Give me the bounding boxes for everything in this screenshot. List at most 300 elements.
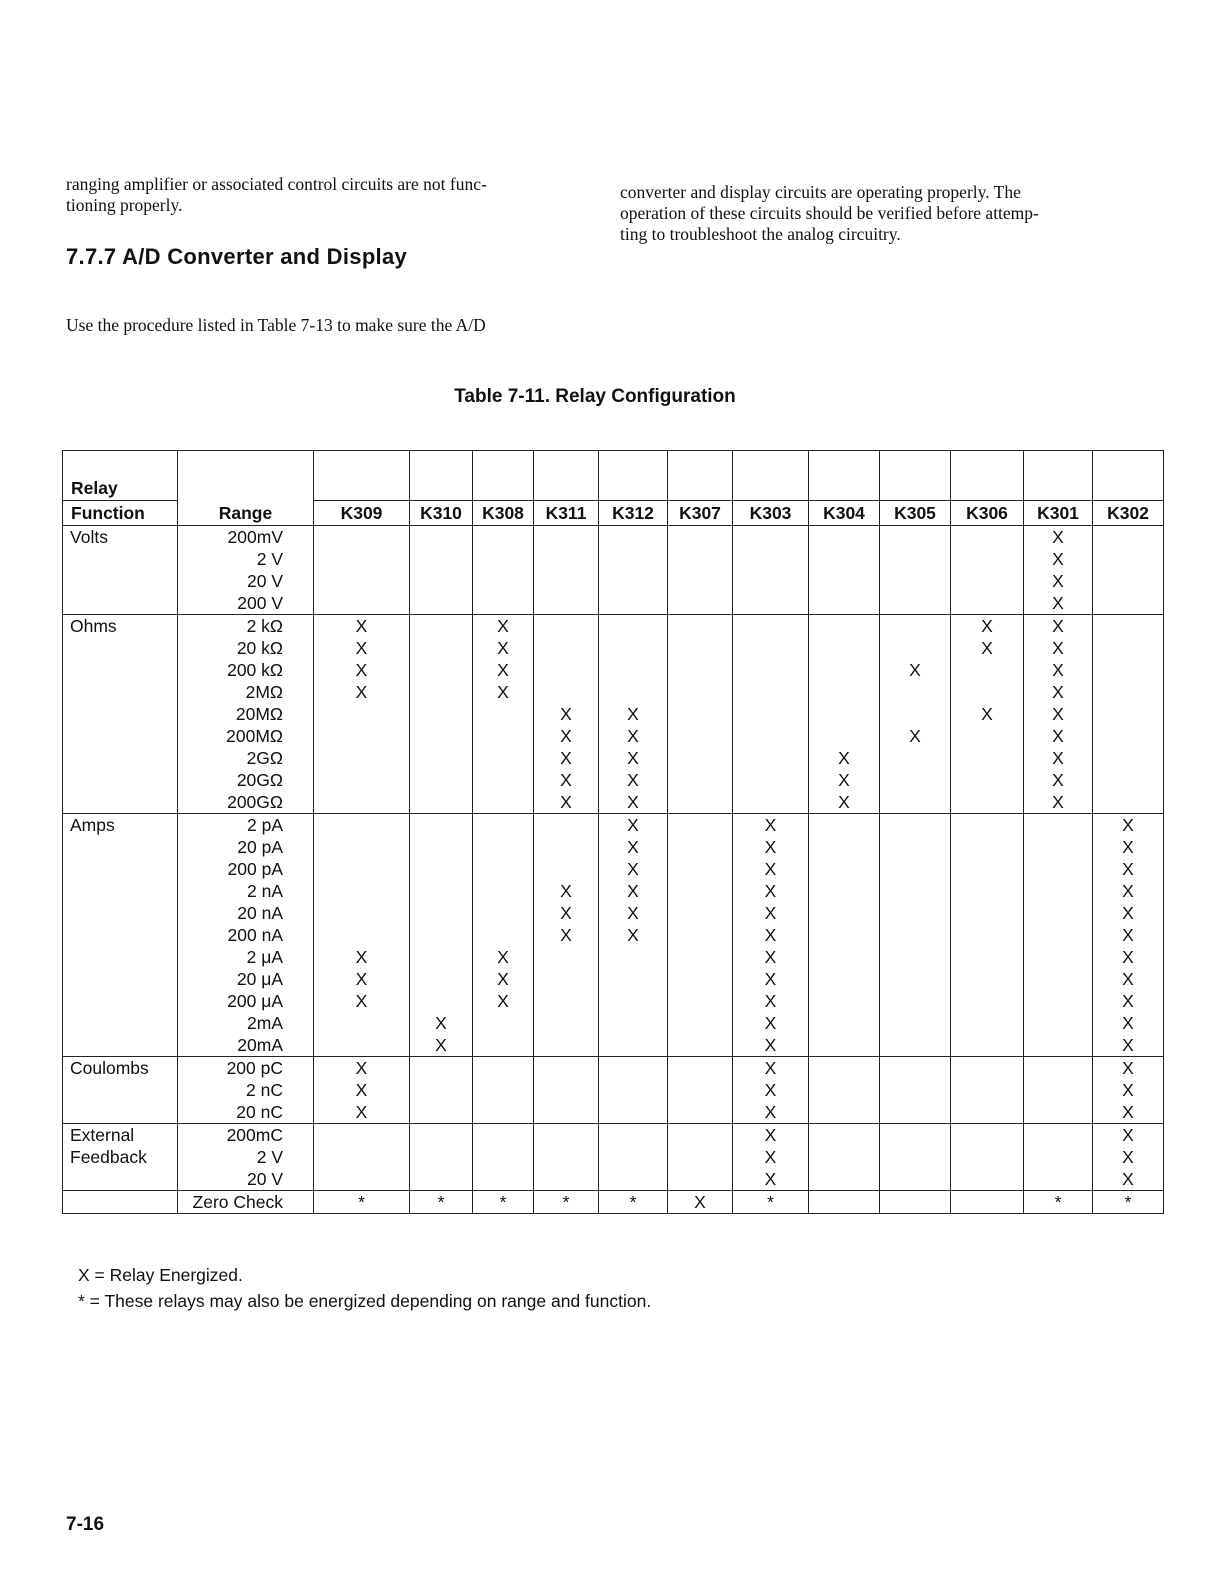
relay-mark: X xyxy=(1122,969,1134,989)
relay-mark: X xyxy=(909,726,921,746)
relay-mark xyxy=(733,637,808,659)
relay-mark xyxy=(1093,725,1163,747)
relay-mark: X xyxy=(764,925,777,945)
relay-mark: X xyxy=(1052,682,1064,702)
relay-mark xyxy=(809,703,879,725)
relay-mark xyxy=(733,615,808,637)
relay-mark-cell xyxy=(1093,1191,1164,1214)
function-name: Volts xyxy=(70,527,108,547)
relay-mark: X xyxy=(355,1080,368,1100)
relay-mark xyxy=(809,924,879,946)
relay-mark-cell xyxy=(1024,1057,1093,1124)
relay-mark xyxy=(314,1012,409,1034)
relay-mark: X xyxy=(694,1192,706,1212)
relay-mark xyxy=(668,946,732,968)
relay-mark: X xyxy=(560,770,572,790)
relay-mark xyxy=(1093,747,1163,769)
relay-mark: X xyxy=(1122,1102,1134,1122)
relay-mark-cell xyxy=(410,1191,473,1214)
range-value: 2MΩ xyxy=(245,682,283,702)
relay-mark: X xyxy=(1122,881,1134,901)
relay-mark-cell xyxy=(314,1191,410,1214)
header-relay-cell xyxy=(733,451,809,526)
relay-mark: X xyxy=(355,991,368,1011)
relay-mark xyxy=(668,858,732,880)
relay-mark-cell xyxy=(314,615,410,814)
relay-mark xyxy=(880,1034,950,1056)
relay-mark xyxy=(880,858,950,880)
range-value: 2 μA xyxy=(246,947,283,967)
relay-mark-cell xyxy=(599,1124,668,1191)
relay-mark: X xyxy=(497,616,509,636)
relay-mark: X xyxy=(355,660,368,680)
relay-mark xyxy=(410,791,472,813)
relay-mark xyxy=(314,747,409,769)
relay-mark-cell xyxy=(1093,526,1164,615)
relay-mark xyxy=(410,1146,472,1168)
relay-mark-cell xyxy=(733,615,809,814)
relay-mark xyxy=(809,1146,879,1168)
relay-mark-cell xyxy=(951,1191,1024,1214)
relay-mark: X xyxy=(627,770,639,790)
relay-mark: X xyxy=(1122,925,1134,945)
relay-mark xyxy=(1093,548,1163,570)
header-range-label: Range xyxy=(218,503,273,523)
range-value: 2 V xyxy=(256,1147,283,1167)
relay-mark xyxy=(473,1012,533,1034)
relay-mark-cell xyxy=(410,1124,473,1191)
relay-mark: X xyxy=(560,792,572,812)
relay-mark: X xyxy=(560,925,572,945)
relay-mark xyxy=(880,924,950,946)
relay-mark: X xyxy=(1122,1080,1134,1100)
relay-mark: X xyxy=(627,903,639,923)
relay-mark xyxy=(951,659,1023,681)
relay-mark xyxy=(809,1124,879,1146)
relay-mark xyxy=(951,1012,1023,1034)
relay-column-header: K307 xyxy=(668,500,732,525)
relay-mark-cell xyxy=(951,615,1024,814)
relay-mark xyxy=(1093,769,1163,791)
relay-mark xyxy=(880,902,950,924)
relay-mark xyxy=(410,946,472,968)
relay-mark-cell xyxy=(534,615,599,814)
relay-mark xyxy=(314,836,409,858)
relay-mark xyxy=(314,548,409,570)
header-relay-cell xyxy=(1093,451,1164,526)
relay-mark: X xyxy=(1052,770,1064,790)
relay-mark-cell xyxy=(668,1057,733,1124)
relay-mark xyxy=(809,836,879,858)
relay-mark xyxy=(1024,902,1092,924)
relay-mark xyxy=(599,548,667,570)
range-value: 200 kΩ xyxy=(227,660,283,680)
relay-mark: X xyxy=(764,991,777,1011)
relay-mark: X xyxy=(355,1058,368,1078)
relay-mark xyxy=(599,968,667,990)
relay-mark xyxy=(951,1146,1023,1168)
relay-mark-cell xyxy=(809,1124,880,1191)
legend-energized: X = Relay Energized. xyxy=(78,1265,243,1285)
relay-mark xyxy=(1024,836,1092,858)
relay-mark xyxy=(410,836,472,858)
relay-mark xyxy=(473,526,533,548)
relay-mark xyxy=(534,990,598,1012)
relay-mark xyxy=(473,1101,533,1123)
relay-mark-cell xyxy=(880,526,951,615)
range-value: 20 kΩ xyxy=(236,638,283,658)
relay-mark: X xyxy=(764,859,777,879)
relay-mark xyxy=(809,1168,879,1190)
header-relay-cell xyxy=(1024,451,1093,526)
relay-mark xyxy=(473,548,533,570)
relay-mark: X xyxy=(764,903,777,923)
relay-mark xyxy=(809,570,879,592)
relay-mark xyxy=(880,570,950,592)
relay-mark: * xyxy=(767,1192,774,1212)
relay-mark xyxy=(1024,880,1092,902)
range-value: 200 pC xyxy=(226,1058,283,1078)
relay-mark-cell xyxy=(668,1124,733,1191)
relay-mark-cell xyxy=(668,615,733,814)
relay-mark: X xyxy=(1052,792,1064,812)
relay-mark xyxy=(880,703,950,725)
function-group-row xyxy=(63,814,1164,1057)
relay-mark xyxy=(809,725,879,747)
function-name xyxy=(63,1191,177,1213)
relay-mark xyxy=(668,924,732,946)
header-relay-cell xyxy=(809,451,880,526)
relay-mark xyxy=(951,1057,1023,1079)
relay-mark xyxy=(880,990,950,1012)
relay-mark xyxy=(668,548,732,570)
relay-mark xyxy=(809,946,879,968)
relay-mark-cell xyxy=(951,814,1024,1057)
relay-mark: X xyxy=(435,1035,447,1055)
range-value: 2 nC xyxy=(246,1080,283,1100)
relay-mark: X xyxy=(497,991,509,1011)
relay-mark: * xyxy=(358,1192,365,1212)
relay-mark: X xyxy=(497,638,509,658)
relay-mark: X xyxy=(1052,571,1064,591)
relay-mark-cell xyxy=(1024,1124,1093,1191)
function-cell xyxy=(63,1124,178,1191)
relay-mark xyxy=(880,548,950,570)
header-relay-cell xyxy=(314,451,410,526)
relay-mark xyxy=(668,570,732,592)
relay-mark xyxy=(880,1146,950,1168)
page-number: 7-16 xyxy=(66,1514,105,1535)
relay-mark xyxy=(473,902,533,924)
relay-mark xyxy=(809,1034,879,1056)
relay-mark xyxy=(880,1079,950,1101)
relay-mark xyxy=(410,769,472,791)
relay-mark xyxy=(880,946,950,968)
relay-mark: X xyxy=(1122,1147,1134,1167)
relay-mark xyxy=(473,858,533,880)
relay-mark xyxy=(880,1124,950,1146)
relay-mark xyxy=(473,1079,533,1101)
left-column-line: tioning properly. xyxy=(66,195,183,215)
range-cell xyxy=(178,615,314,814)
relay-mark xyxy=(1024,946,1092,968)
relay-mark-cell xyxy=(1093,1124,1164,1191)
relay-mark: X xyxy=(627,704,639,724)
relay-mark: X xyxy=(497,969,509,989)
relay-mark-cell xyxy=(410,615,473,814)
relay-mark xyxy=(809,990,879,1012)
relay-mark-cell xyxy=(1024,814,1093,1057)
table-header-row xyxy=(63,451,1164,526)
relay-mark: X xyxy=(1122,837,1134,857)
relay-mark xyxy=(473,725,533,747)
header-function-label: Function xyxy=(63,500,177,525)
relay-mark-cell xyxy=(668,1191,733,1214)
relay-mark xyxy=(410,858,472,880)
relay-mark xyxy=(314,814,409,836)
relay-mark-cell xyxy=(599,615,668,814)
relay-mark: X xyxy=(435,1013,447,1033)
relay-mark xyxy=(668,791,732,813)
relay-mark: X xyxy=(355,1102,368,1122)
relay-mark-cell xyxy=(880,1057,951,1124)
header-relay-cell xyxy=(473,451,534,526)
relay-mark xyxy=(473,1168,533,1190)
relay-mark-cell xyxy=(314,526,410,615)
relay-mark: X xyxy=(764,1147,777,1167)
relay-mark xyxy=(668,1079,732,1101)
relay-mark xyxy=(951,1124,1023,1146)
range-value: 2mA xyxy=(247,1013,283,1033)
relay-mark xyxy=(599,1057,667,1079)
range-value: 20 nC xyxy=(236,1102,283,1122)
relay-mark xyxy=(951,836,1023,858)
relay-mark xyxy=(410,990,472,1012)
relay-mark-cell xyxy=(534,526,599,615)
relay-mark xyxy=(410,1101,472,1123)
relay-mark xyxy=(880,526,950,548)
relay-mark: X xyxy=(627,881,639,901)
function-cell xyxy=(63,1191,178,1214)
relay-mark-cell xyxy=(410,814,473,1057)
relay-mark xyxy=(599,637,667,659)
legend-asterisk: * = These relays may also be energized depending on range and function. xyxy=(78,1291,652,1311)
relay-mark-cell xyxy=(534,1057,599,1124)
relay-mark xyxy=(314,769,409,791)
relay-mark-cell xyxy=(534,1191,599,1214)
relay-mark xyxy=(534,968,598,990)
relay-mark xyxy=(534,1034,598,1056)
relay-mark: X xyxy=(355,947,368,967)
function-cell xyxy=(63,814,178,1057)
relay-mark xyxy=(951,968,1023,990)
relay-mark xyxy=(534,1146,598,1168)
relay-mark xyxy=(1024,1034,1092,1056)
header-relay-cell xyxy=(534,451,599,526)
relay-mark xyxy=(410,703,472,725)
relay-mark: X xyxy=(497,660,509,680)
relay-mark xyxy=(473,1146,533,1168)
relay-mark: X xyxy=(764,1080,777,1100)
relay-mark xyxy=(809,1191,879,1213)
relay-mark xyxy=(668,1034,732,1056)
function-name: External xyxy=(70,1125,135,1145)
relay-mark: X xyxy=(1122,1035,1134,1055)
relay-mark xyxy=(473,1057,533,1079)
relay-mark: X xyxy=(1122,991,1134,1011)
relay-mark: * xyxy=(562,1192,570,1212)
relay-mark xyxy=(599,615,667,637)
relay-mark xyxy=(880,1012,950,1034)
relay-mark xyxy=(951,1168,1023,1190)
relay-mark xyxy=(473,769,533,791)
relay-mark xyxy=(1093,526,1163,548)
relay-mark xyxy=(1024,1124,1092,1146)
relay-mark xyxy=(410,880,472,902)
relay-mark xyxy=(410,1124,472,1146)
range-value: 200 pA xyxy=(227,859,283,879)
relay-mark xyxy=(951,924,1023,946)
relay-mark xyxy=(534,1012,598,1034)
relay-mark: X xyxy=(764,1169,777,1189)
left-column-line: ranging amplifier or associated control circuits are not func- xyxy=(66,174,487,194)
relay-mark xyxy=(599,570,667,592)
relay-mark: X xyxy=(1052,638,1064,658)
relay-mark: X xyxy=(1052,726,1064,746)
relay-mark xyxy=(733,526,808,548)
relay-column-header: K311 xyxy=(534,500,598,525)
range-value: 20mA xyxy=(237,1035,283,1055)
relay-mark: X xyxy=(764,815,777,835)
relay-mark-cell xyxy=(880,615,951,814)
relay-mark xyxy=(410,637,472,659)
relay-mark xyxy=(473,703,533,725)
relay-mark: X xyxy=(560,903,572,923)
relay-mark: X xyxy=(1052,549,1064,569)
relay-mark xyxy=(951,990,1023,1012)
relay-mark xyxy=(733,703,808,725)
relay-mark-cell xyxy=(410,1057,473,1124)
relay-mark xyxy=(809,1101,879,1123)
relay-mark xyxy=(951,769,1023,791)
relay-mark: X xyxy=(1122,1058,1134,1078)
relay-mark-cell xyxy=(733,526,809,615)
relay-mark xyxy=(410,681,472,703)
relay-mark xyxy=(668,836,732,858)
relay-mark: X xyxy=(497,682,509,702)
range-cell xyxy=(178,1057,314,1124)
relay-mark xyxy=(410,814,472,836)
relay-mark xyxy=(534,814,598,836)
range-value: 2 pA xyxy=(247,815,283,835)
relay-mark: * xyxy=(437,1192,445,1212)
range-cell xyxy=(178,1191,314,1214)
relay-mark: X xyxy=(560,704,572,724)
function-group-row xyxy=(63,1124,1164,1191)
relay-mark: X xyxy=(497,947,509,967)
header-function-cell xyxy=(63,451,178,526)
relay-mark xyxy=(1024,1101,1092,1123)
relay-mark: X xyxy=(838,792,850,812)
relay-mark xyxy=(668,1057,732,1079)
relay-mark-cell xyxy=(599,1191,668,1214)
relay-mark xyxy=(314,703,409,725)
relay-mark xyxy=(599,1012,667,1034)
relay-mark xyxy=(1024,968,1092,990)
relay-mark xyxy=(951,681,1023,703)
relay-mark xyxy=(668,703,732,725)
relay-mark: X xyxy=(560,726,572,746)
relay-mark: X xyxy=(764,1102,777,1122)
relay-mark xyxy=(809,526,879,548)
relay-mark-cell xyxy=(473,1191,534,1214)
relay-mark xyxy=(668,1146,732,1168)
relay-mark xyxy=(880,836,950,858)
range-value: 200 μA xyxy=(227,991,283,1011)
relay-mark xyxy=(534,637,598,659)
relay-mark-cell xyxy=(473,615,534,814)
relay-mark xyxy=(599,1146,667,1168)
relay-mark xyxy=(534,570,598,592)
relay-mark: X xyxy=(981,616,993,636)
relay-mark xyxy=(1093,791,1163,813)
relay-mark xyxy=(410,924,472,946)
relay-mark xyxy=(1024,924,1092,946)
relay-mark xyxy=(668,1124,732,1146)
relay-configuration-table xyxy=(62,450,1164,1214)
relay-mark-cell xyxy=(314,1124,410,1191)
relay-mark xyxy=(668,747,732,769)
relay-mark-cell xyxy=(1024,526,1093,615)
section-heading: 7.7.7 A/D Converter and Display xyxy=(66,244,408,269)
relay-mark: X xyxy=(1052,616,1064,636)
relay-mark xyxy=(1024,858,1092,880)
relay-mark xyxy=(534,526,598,548)
relay-mark: X xyxy=(627,859,639,879)
relay-mark xyxy=(880,681,950,703)
relay-mark xyxy=(809,637,879,659)
relay-mark: * xyxy=(1124,1192,1132,1212)
relay-mark xyxy=(951,592,1023,614)
relay-mark-cell xyxy=(951,1057,1024,1124)
relay-mark xyxy=(599,592,667,614)
relay-mark xyxy=(534,946,598,968)
relay-mark-cell xyxy=(1024,1191,1093,1214)
relay-mark xyxy=(410,968,472,990)
relay-mark: X xyxy=(560,881,572,901)
relay-mark xyxy=(534,681,598,703)
function-group-row xyxy=(63,526,1164,615)
relay-mark xyxy=(733,791,808,813)
relay-mark xyxy=(880,592,950,614)
relay-mark xyxy=(1024,1168,1092,1190)
relay-mark xyxy=(314,526,409,548)
function-name: Coulombs xyxy=(70,1058,149,1078)
relay-mark-cell xyxy=(809,1191,880,1214)
relay-mark xyxy=(951,725,1023,747)
relay-mark: X xyxy=(1052,527,1064,547)
relay-mark xyxy=(1024,1146,1092,1168)
header-relay-cell xyxy=(880,451,951,526)
relay-mark-cell xyxy=(809,615,880,814)
relay-mark-cell xyxy=(599,526,668,615)
relay-mark: X xyxy=(838,748,850,768)
relay-mark xyxy=(880,769,950,791)
relay-mark-cell xyxy=(1093,615,1164,814)
relay-mark-cell xyxy=(733,1057,809,1124)
header-relay-cell xyxy=(951,451,1024,526)
relay-mark: X xyxy=(1052,593,1064,613)
